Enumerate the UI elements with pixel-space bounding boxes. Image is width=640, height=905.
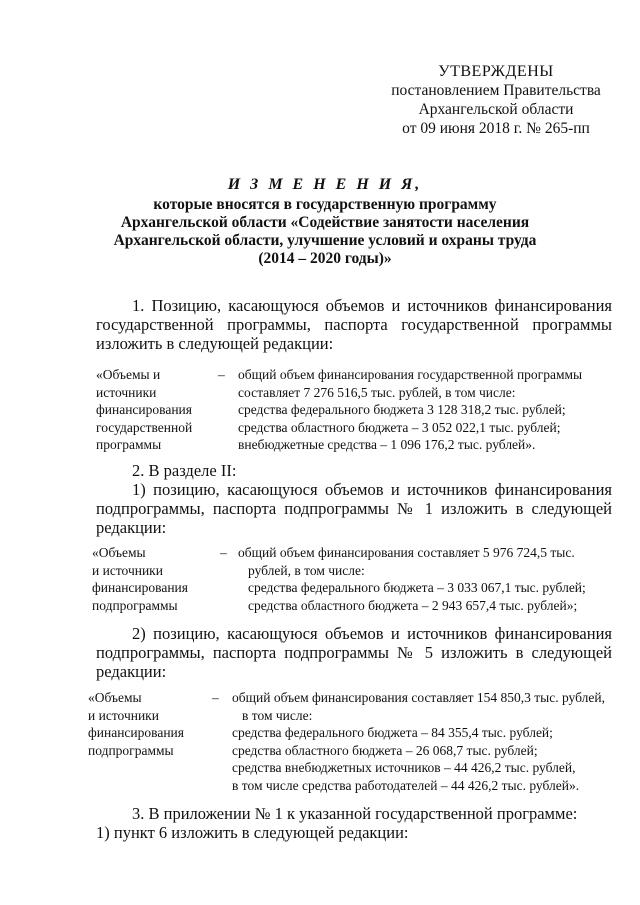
label-line: источники — [96, 384, 157, 400]
paragraph-line: 2) позицию, касающуюся объемов и источников финансирования — [132, 624, 612, 643]
item-2-heading: 2. В разделе II: — [132, 461, 237, 480]
paragraph-line: редакции: — [96, 518, 167, 537]
title-line: (2014 – 2020 годы)» — [258, 250, 392, 267]
passport-value — [238, 544, 586, 614]
paragraph-line: государственной программы, паспорта государственной программы — [96, 315, 612, 334]
value-line: средства областного бюджета – 2 943 657,4 тыс. рублей»; — [248, 597, 578, 613]
dash-separator: – — [218, 367, 225, 382]
passport-label — [92, 544, 188, 614]
item-2-paragraph — [96, 480, 612, 537]
title-line: Архангельской области «Содействие занятости населения — [120, 214, 530, 231]
title-heading: И З М Е Н Е Н И Я, — [227, 176, 423, 193]
approval-line: постановлением Правительства — [391, 82, 601, 99]
label-line: финансирования — [96, 402, 192, 417]
paragraph-line: изложить в следующей редакции: — [96, 334, 334, 353]
value-line: средства федерального бюджета 3 128 318,2 тыс. рублей; — [238, 402, 566, 417]
approval-heading: УТВЕРЖДЕНЫ — [438, 63, 554, 80]
value-line: средства федерального бюджета – 3 033 067,1 тыс. рублей; — [248, 580, 586, 595]
value-line: общий объем финансирования составляет 5 976 724,5 тыс. — [238, 545, 575, 560]
approval-stamp — [380, 62, 612, 138]
paragraph-line: 1. Позицию, касающуюся объемов и источников финансирования — [132, 296, 612, 315]
value-line: в том числе средства работодателей – 44 426,2 тыс. рублей». — [232, 777, 580, 793]
paragraph-line: 1) позицию, касающуюся объемов и источников финансирования — [132, 480, 612, 499]
dash-separator: – — [212, 690, 219, 705]
label-line: программы — [96, 437, 162, 452]
label-line: «Объемы и — [96, 367, 161, 382]
value-line: рублей, в том числе: — [248, 562, 365, 578]
item-2-2-paragraph — [96, 624, 612, 681]
passport-label — [96, 366, 192, 454]
label-line: и источники — [92, 562, 163, 578]
passport-table-2 — [92, 544, 612, 616]
paragraph-line: подпрограммы, паспорта подпрограммы № 5 изложить в следующей — [96, 643, 612, 662]
value-line: средства областного бюджета – 26 068,7 тыс. рублей; — [232, 742, 538, 758]
value-line: общий объем финансирования составляет 154 850,3 тыс. рублей, — [232, 690, 605, 705]
value-line: средства внебюджетных источников – 44 426,2 тыс. рублей, — [232, 760, 576, 775]
title-line: которые вносятся в государственную программу — [153, 196, 497, 213]
label-line: подпрограммы — [92, 597, 178, 613]
document-title — [60, 176, 590, 268]
passport-label — [88, 689, 184, 759]
dash-separator: – — [220, 545, 227, 560]
value-line: средства областного бюджета – 3 052 022,1 тыс. рублей; — [238, 419, 561, 435]
title-line: Архангельской области, улучшение условий и охраны труда — [113, 232, 537, 249]
label-line: финансирования — [88, 725, 184, 740]
item-3-subitem: 1) пункт 6 изложить в следующей редакции: — [96, 823, 409, 842]
label-line: подпрограммы — [88, 742, 174, 758]
value-line: общий объем финансирования государственной программы — [238, 367, 583, 382]
approval-line: Архангельской области — [418, 101, 574, 118]
item-3-heading: 3. В приложении № 1 к указанной государственной программе: — [132, 804, 578, 823]
value-line: средства федерального бюджета – 84 355,4 тыс. рублей; — [232, 725, 553, 740]
passport-table-1 — [96, 366, 612, 456]
label-line: «Объемы — [88, 690, 142, 705]
value-line: в том числе: — [242, 707, 313, 723]
label-line: «Объемы — [92, 545, 146, 560]
value-line: составляет 7 276 516,5 тыс. рублей, в том числе: — [238, 384, 516, 400]
paragraph-line: редакции: — [96, 662, 167, 681]
label-line: финансирования — [92, 580, 188, 595]
label-line: государственной — [96, 419, 193, 435]
label-line: и источники — [88, 707, 159, 723]
paragraph-line: подпрограммы, паспорта подпрограммы № 1 изложить в следующей — [96, 499, 612, 518]
item-1-paragraph — [96, 296, 612, 353]
passport-value — [238, 366, 582, 454]
value-line: внебюджетные средства – 1 096 176,2 тыс. рублей». — [238, 437, 536, 452]
passport-table-3 — [88, 689, 612, 797]
passport-value — [232, 689, 605, 794]
approval-line: от 09 июня 2018 г. № 265-пп — [402, 120, 590, 137]
